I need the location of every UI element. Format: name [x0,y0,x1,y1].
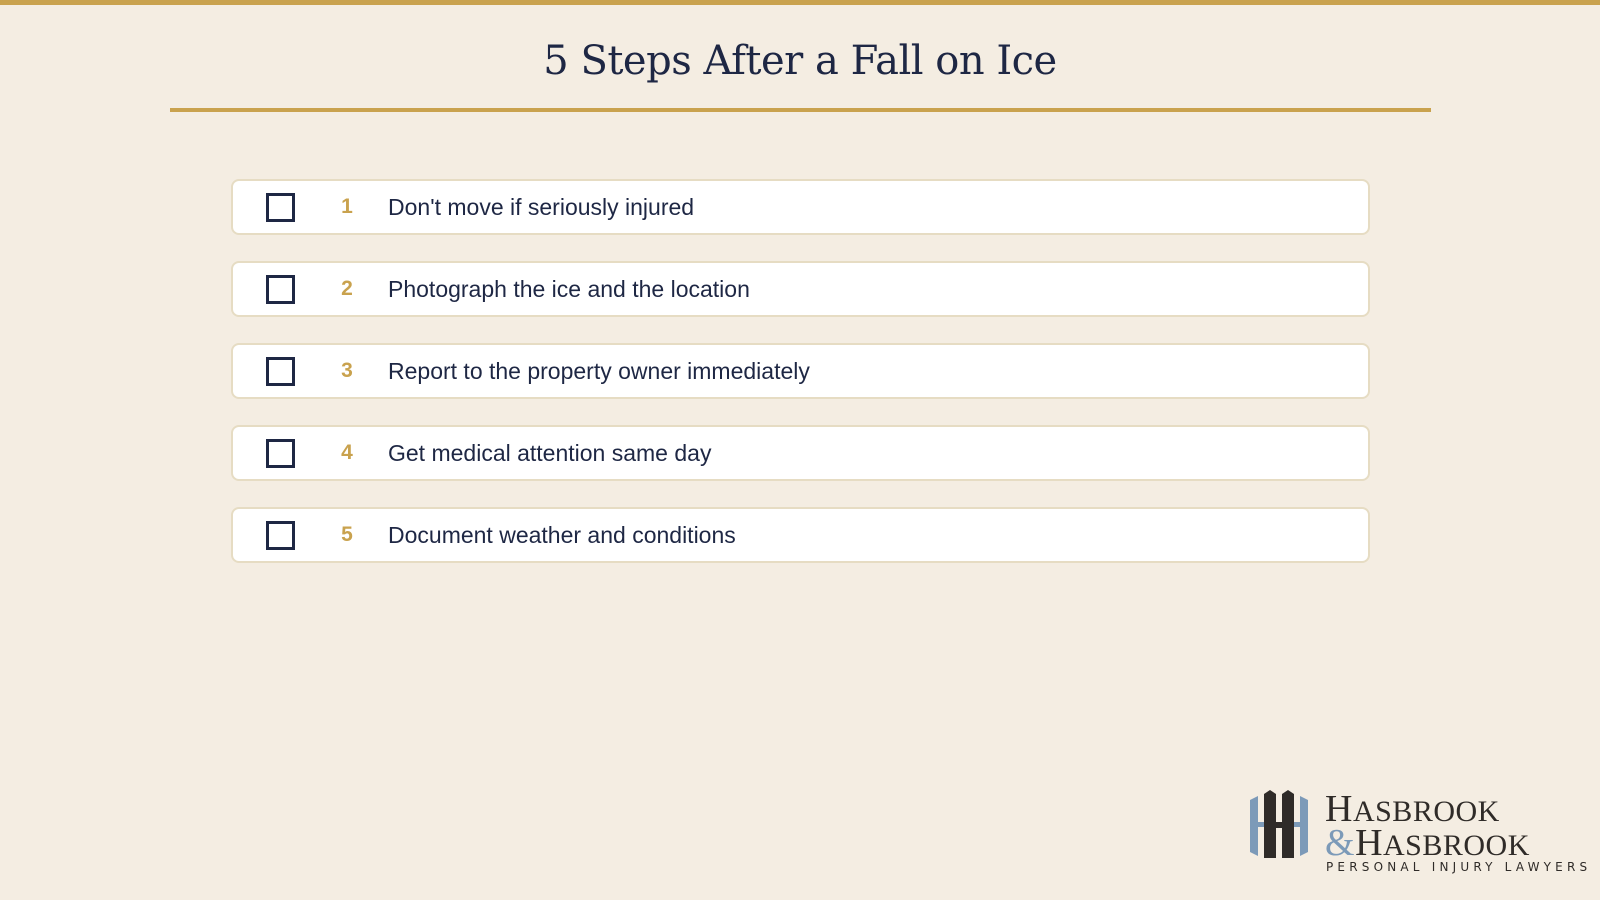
checkbox[interactable] [266,193,295,222]
checklist-item[interactable] [231,507,1370,563]
checkbox[interactable] [266,275,295,304]
step-number: 4 [341,441,353,464]
hh-monogram-icon [1248,790,1310,858]
logo-name-line1: HASBROOK [1325,788,1500,830]
step-label: Don't move if seriously injured [388,193,695,220]
logo-name-line2: &HASBROOK [1325,822,1530,864]
checklist-item[interactable] [231,261,1370,317]
page-title: 5 Steps After a Fall on Ice [543,38,1057,84]
checklist-item[interactable] [231,179,1370,235]
step-number: 5 [341,523,353,546]
top-accent-bar [0,0,1600,5]
step-number: 1 [341,195,353,218]
title-divider [170,108,1431,112]
checklist [231,179,1370,589]
step-label: Document weather and conditions [388,521,736,548]
checklist-item[interactable] [231,425,1370,481]
firm-logo [1248,788,1592,888]
logo-tagline: PERSONAL INJURY LAWYERS [1326,860,1592,874]
step-label: Get medical attention same day [388,439,712,466]
checklist-item[interactable] [231,343,1370,399]
checkbox[interactable] [266,439,295,468]
checkbox[interactable] [266,357,295,386]
step-label: Report to the property owner immediately [388,357,810,384]
checkbox[interactable] [266,521,295,550]
step-number: 2 [341,277,353,300]
step-label: Photograph the ice and the location [388,275,750,302]
step-number: 3 [341,359,353,382]
